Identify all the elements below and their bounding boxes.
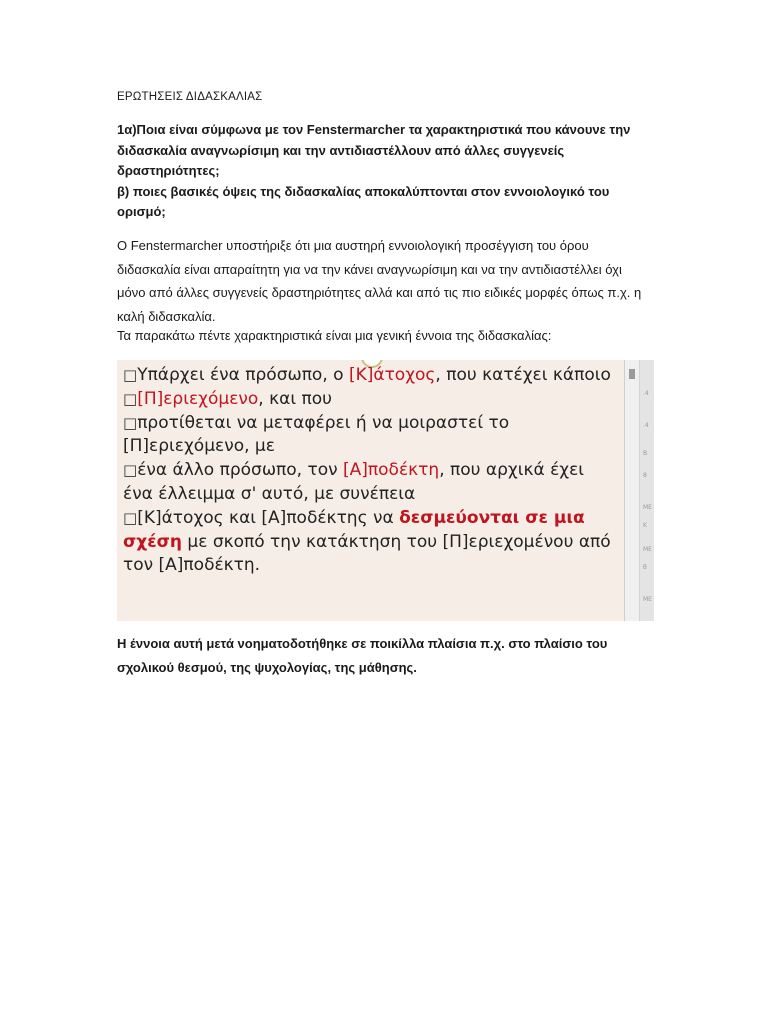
answer-paragraph: Ο Fenstermarcher υποστήριξε ότι μια αυστηρή εννοιολογική προσέγγιση του όρου διδασκαλία είναι απαραίτητη για να την κάνει αναγνωρίσιμη και να την αντιδιαστέλλει όχι μόνο από άλλες συγγενείς δραστηριότητες αλλά και από τις πιο ειδικές μορφές όπως π.χ. η καλή διδασκαλία. <box>117 238 642 324</box>
scrollbar-track <box>625 360 640 621</box>
embedded-slide-image <box>117 360 654 621</box>
slide-bullet-recipient <box>123 459 613 507</box>
slide-bullet-content <box>123 388 613 412</box>
slide-emphasis: [Κ]άτοχος <box>348 365 436 385</box>
checkbox-bullet-icon: □ <box>123 508 138 527</box>
side-thumbnail-marks: .4 .4 B 8 ME K ME θ ME <box>643 390 652 603</box>
slide-bullet-intention <box>123 412 613 460</box>
slide-bullet-relationship <box>123 507 613 578</box>
checkbox-bullet-icon: □ <box>123 461 138 480</box>
question-part-a: 1α)Ποια είναι σύμφωνα με τον Fenstermarcher τα χαρακτηριστικά που κάνουνε την διδασκαλία αναγνωρίσιμη και την αντιδιαστέλλουν από άλλες συγγενείς δραστηριότητες; <box>117 122 631 178</box>
slide-bullet-holder <box>123 364 613 388</box>
checkbox-bullet-icon: □ <box>123 389 138 408</box>
slide-text: , που κατέχει κάποιο <box>435 365 611 385</box>
question-block <box>117 120 647 223</box>
slide-emphasis: [Π]εριεχόμενο <box>137 388 259 409</box>
slide-text: προτίθεται να μεταφέρει ή να μοιραστεί το [Π]εριεχόμενο, με <box>123 412 510 457</box>
slide-text: με σκοπό την κατάκτηση του [Π]εριεχομένου από τον [Α]ποδέκτη. <box>123 531 611 576</box>
slide-text: Υπάρχει ένα πρόσωπο, ο <box>137 365 349 385</box>
slide-text: ένα άλλο πρόσωπο, τον <box>137 460 344 481</box>
question-part-b: β) ποιες βασικές όψεις της διδασκαλίας αποκαλύπτονται στον εννοιολογικό του ορισμό; <box>117 183 610 219</box>
slide-emphasis: [Α]ποδέκτη <box>343 460 440 481</box>
slide-text: , και που <box>258 388 332 409</box>
checkbox-bullet-icon: □ <box>123 413 138 432</box>
slide-text: [Κ]άτοχος και [Α]ποδέκτης να <box>137 507 400 528</box>
closing-paragraph: Η έννοια αυτή μετά νοηματοδοτήθηκε σε ποικίλλα πλαίσια π.χ. στο πλαίσιο του σχολικού θεσμού, της ψυχολογίας, της μάθησης. <box>117 636 608 675</box>
slide-scrollbar-panel <box>624 360 654 621</box>
intro-paragraph: Τα παρακάτω πέντε χαρακτηριστικά είναι μια γενική έννοια της διδασκαλίας: <box>117 328 552 343</box>
slide-text: , που αρχικά έχει ένα έλλειμμα σ' αυτό, με συνέπεια <box>123 460 585 504</box>
document-heading: ΕΡΩΤΗΣΕΙΣ ΔΙΔΑΣΚΑΛΙΑΣ <box>117 91 263 103</box>
scrollbar-thumb <box>629 369 635 379</box>
slide-bullet-list <box>123 364 613 578</box>
checkbox-bullet-icon: □ <box>123 366 138 384</box>
slide-emphasis: δεσμεύονται σε μια σχέση <box>123 507 585 552</box>
